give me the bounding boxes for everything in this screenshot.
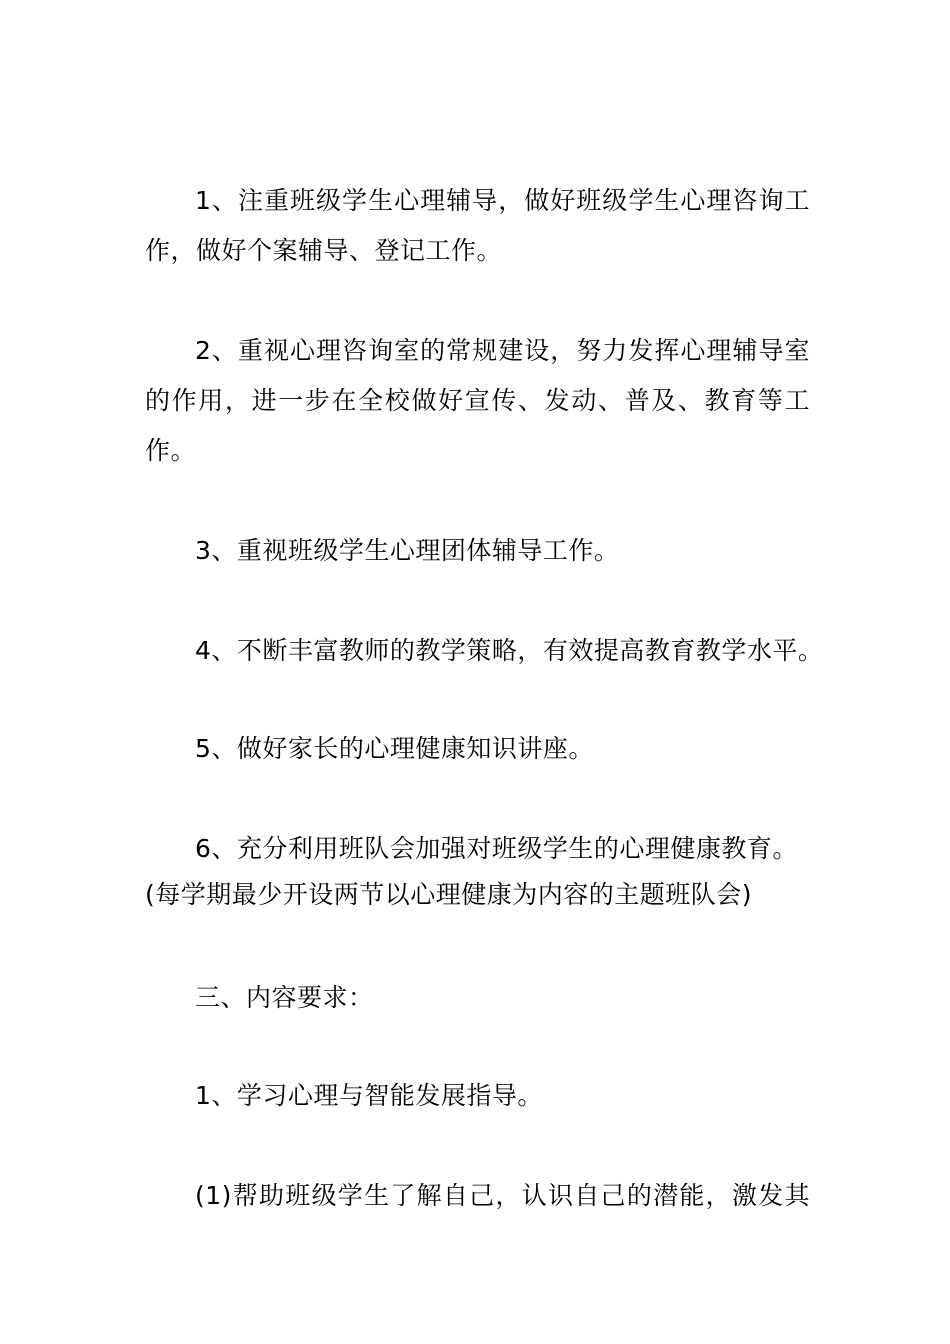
paragraph-7 <box>145 1071 810 1121</box>
heading-line: 三、内容要求： <box>195 983 374 1012</box>
paragraph-line: 5、做好家长的心理健康知识讲座。 <box>195 734 594 763</box>
paragraph-5 <box>145 724 810 774</box>
section-heading-3 <box>145 973 810 1023</box>
paragraph-4 <box>145 626 824 676</box>
paragraph-line: 1、学习心理与智能发展指导。 <box>195 1081 543 1110</box>
paragraph-line: 作，做好个案辅导、登记工作。 <box>145 236 503 265</box>
paragraph-line: 2、重视心理咨询室的常规建设，努力发挥心理辅导室 <box>195 336 810 365</box>
paragraph-line: (每学期最少开设两节以心理健康为内容的主题班队会) <box>145 880 753 909</box>
paragraph-2 <box>145 326 810 476</box>
paragraph-3 <box>145 526 810 576</box>
paragraph-line: 作。 <box>145 436 197 465</box>
paragraph-line: (1)帮助班级学生了解自己，认识自己的潜能，激发其 <box>195 1181 810 1210</box>
paragraph-line: 1、注重班级学生心理辅导，做好班级学生心理咨询工 <box>195 186 810 215</box>
paragraph-6 <box>145 824 810 920</box>
paragraph-line: 的作用，进一步在全校做好宣传、发动、普及、教育等工 <box>145 386 810 415</box>
paragraph-line: 3、重视班级学生心理团体辅导工作。 <box>195 536 620 565</box>
paragraph-line: 6、充分利用班队会加强对班级学生的心理健康教育。 <box>195 834 798 863</box>
paragraph-8 <box>145 1171 810 1221</box>
paragraph-1 <box>145 176 810 276</box>
paragraph-line: 4、不断丰富教师的教学策略，有效提高教育教学水平。 <box>195 636 824 665</box>
